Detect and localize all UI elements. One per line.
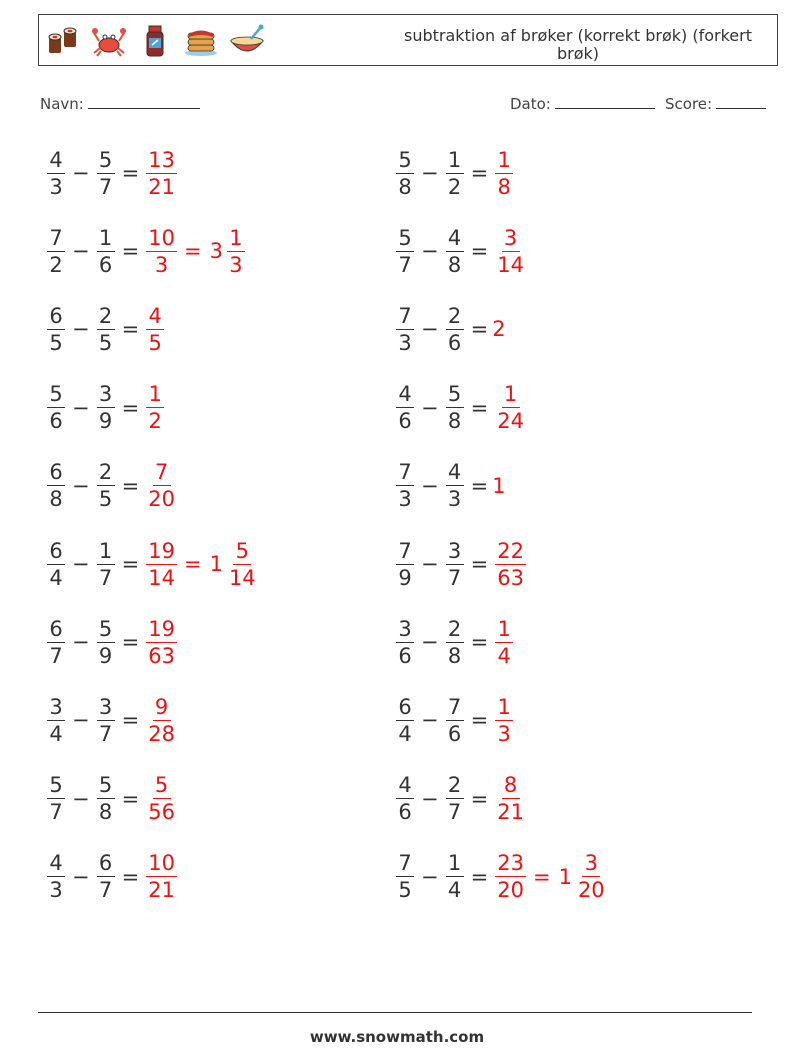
crab-icon [91,23,127,59]
answer-fraction [495,147,513,200]
first-fraction-denominator: 4 [49,565,63,590]
problem-item [393,143,516,203]
problem-item [44,690,180,750]
score-label: Score: [665,95,713,113]
answer-fraction-denominator: 3 [497,721,511,746]
problem-item [44,378,167,438]
problem-item [44,769,180,829]
first-fraction-numerator: 7 [396,303,414,330]
second-fraction-numerator: 5 [97,147,115,174]
first-fraction-numerator: 7 [396,459,414,486]
first-fraction [396,694,414,747]
first-fraction-numerator: 6 [47,538,65,565]
minus-sign: − [72,239,90,264]
answer [143,303,167,356]
answer [143,850,180,903]
answer [492,850,609,903]
minus-sign: − [72,161,90,185]
answer-fraction-denominator: 14 [148,565,175,590]
answer-fraction-denominator: 21 [148,174,175,199]
answer-equals-sign: = [183,552,202,576]
second-fraction-numerator: 1 [446,147,464,174]
minus-sign: − [72,317,90,342]
minus-sign: − [72,552,90,576]
equals-sign: = [470,239,489,264]
answer-fraction [146,459,177,512]
first-fraction [47,850,65,903]
second-fraction [446,147,464,200]
answer [492,225,529,278]
answer-fraction-denominator: 20 [497,878,524,903]
answer [143,147,180,200]
mixed-whole-number: 1 [209,552,223,576]
second-fraction-denominator: 8 [447,409,462,434]
answer-fraction-numerator: 1 [495,147,513,174]
second-fraction [97,303,115,356]
answer-fraction [146,616,177,669]
first-fraction [47,147,65,200]
answer-fraction [495,225,526,278]
first-fraction-numerator: 6 [396,694,414,721]
answer-fraction-numerator: 9 [153,694,171,721]
first-fraction-numerator: 4 [396,772,414,799]
minus-sign: − [421,864,439,889]
second-fraction [97,225,115,278]
equals-sign: = [121,161,140,185]
second-fraction-denominator: 6 [447,330,462,355]
rice-bowl-icon [229,23,265,59]
first-fraction-denominator: 7 [49,800,63,825]
mixed-denominator: 20 [577,878,605,903]
equals-sign: = [121,473,140,498]
minus-sign: − [72,473,90,498]
first-fraction-denominator: 3 [49,174,63,199]
answer [143,381,167,434]
second-fraction-numerator: 5 [97,772,115,799]
minus-sign: − [421,239,439,264]
equals-sign: = [121,552,140,576]
mixed-whole-number: 1 [558,864,572,889]
equals-sign: = [470,395,489,420]
second-fraction-numerator: 2 [446,772,464,799]
second-fraction-numerator: 2 [446,303,464,330]
minus-sign: − [421,161,439,185]
answer-fraction-numerator: 10 [148,851,175,876]
minus-sign: − [72,630,90,655]
second-fraction-denominator: 7 [447,800,462,825]
minus-sign: − [421,395,439,420]
first-fraction-denominator: 4 [398,721,412,746]
first-fraction [47,381,65,434]
equals-sign: = [121,708,140,733]
date-blank[interactable] [555,94,655,109]
answer-fraction-numerator: 4 [146,303,164,330]
second-fraction-numerator: 1 [97,225,115,252]
sushi-rolls-icon [45,23,81,59]
name-blank[interactable] [88,94,200,109]
answer-fraction [495,694,513,747]
problem-item [44,534,261,594]
answer-fraction-denominator: 4 [497,643,511,668]
problem-item [393,456,506,516]
answer-fraction [146,850,177,903]
minus-sign: − [421,708,439,733]
equals-sign: = [470,786,489,811]
second-fraction-denominator: 7 [98,721,113,746]
mixed-denominator: 3 [229,252,243,277]
answer-fraction-numerator: 23 [497,851,524,876]
answer [492,381,529,434]
problem-item [393,769,529,829]
first-fraction-denominator: 7 [49,643,63,668]
second-fraction [97,147,115,200]
answer-fraction-denominator: 5 [148,330,162,355]
first-fraction-numerator: 4 [47,850,65,877]
answer-fraction [495,850,526,903]
problem-item [44,456,180,516]
second-fraction-denominator: 2 [447,174,462,199]
second-fraction-denominator: 8 [447,252,462,277]
answer-whole-number: 1 [492,473,506,498]
first-fraction [396,303,414,356]
second-fraction-numerator: 4 [446,459,464,486]
answer-fraction-denominator: 24 [497,409,524,434]
second-fraction [97,694,115,747]
second-fraction-numerator: 1 [446,850,464,877]
first-fraction-numerator: 6 [47,616,65,643]
answer-fraction-denominator: 3 [154,252,169,277]
answer-fraction-denominator: 20 [148,487,175,512]
second-fraction-numerator: 1 [97,538,115,565]
answer-fraction-numerator: 8 [502,772,520,799]
first-fraction [47,459,65,512]
answer-fraction-denominator: 14 [497,252,524,277]
second-fraction-numerator: 4 [446,225,464,252]
first-fraction [47,616,65,669]
date-label: Dato: [510,95,551,113]
minus-sign: − [72,786,90,811]
second-fraction [446,850,464,903]
first-fraction-denominator: 3 [49,878,63,903]
first-fraction-denominator: 4 [49,721,63,746]
second-fraction-numerator: 5 [446,381,464,408]
first-fraction [47,694,65,747]
first-fraction [396,459,414,512]
answer-fraction-numerator: 10 [148,225,175,250]
second-fraction [97,459,115,512]
answer-fraction-numerator: 1 [502,381,520,408]
answer-fraction [495,538,526,591]
second-fraction [446,225,464,278]
second-fraction-denominator: 7 [98,174,113,199]
second-fraction-denominator: 5 [98,330,113,355]
answer-fraction [495,772,526,825]
answer [143,772,180,825]
footer-divider [38,1012,752,1013]
second-fraction [97,850,115,903]
mixed-fraction [227,225,245,278]
first-fraction-denominator: 3 [398,487,412,512]
answer [143,538,260,591]
second-fraction-numerator: 2 [97,459,115,486]
second-fraction-denominator: 5 [98,487,113,512]
first-fraction-numerator: 7 [47,225,65,252]
minus-sign: − [421,473,439,498]
problem-item [393,690,516,750]
second-fraction-numerator: 2 [446,616,464,643]
mixed-fraction [227,538,258,591]
equals-sign: = [470,552,489,576]
pancake-stack-icon [183,23,219,59]
equals-sign: = [121,630,140,655]
equals-sign: = [121,395,140,420]
answer-fraction-numerator: 19 [148,616,175,641]
answer [492,772,529,825]
answer-fraction [495,616,513,669]
minus-sign: − [421,317,439,342]
answer-fraction [146,147,177,200]
second-fraction-denominator: 6 [447,721,462,746]
first-fraction-numerator: 5 [47,381,65,408]
answer-fraction-numerator: 1 [146,381,164,408]
second-fraction-denominator: 8 [447,643,462,668]
first-fraction [396,381,414,434]
score-field [665,94,766,113]
answer [143,459,180,512]
minus-sign: − [421,630,439,655]
second-fraction-denominator: 3 [447,487,462,512]
second-fraction [97,772,115,825]
second-fraction-numerator: 3 [97,694,115,721]
problem-item [393,612,516,672]
problem-item [44,299,167,359]
second-fraction-numerator: 7 [446,694,464,721]
answer-fraction [146,303,164,356]
worksheet-header [38,14,778,66]
second-fraction [446,538,464,591]
equals-sign: = [121,317,140,342]
answer-equals-sign: = [183,239,202,264]
footer-url: www.snowmath.com [309,1028,485,1046]
answer-fraction-numerator: 5 [153,772,171,799]
answer-fraction [146,225,177,278]
mixed-fraction [576,850,607,903]
minus-sign: − [72,395,90,420]
equals-sign: = [121,239,140,264]
mixed-denominator: 14 [228,565,256,590]
equals-sign: = [470,864,489,889]
worksheet-title: subtraktion af brøker (korrekt brøk) (forkert brøk) [403,26,752,63]
answer-fraction [146,381,164,434]
answer-fraction-numerator: 22 [497,538,524,563]
second-fraction-numerator: 5 [97,616,115,643]
first-fraction [396,772,414,825]
second-fraction [446,616,464,669]
answer-fraction-denominator: 56 [148,800,175,825]
answer-fraction-numerator: 3 [502,225,520,252]
answer-whole-number: 2 [492,317,506,342]
problem-item [44,143,180,203]
answer [492,616,516,669]
first-fraction [396,850,414,903]
second-fraction [446,303,464,356]
first-fraction [396,225,414,278]
problem-item [393,847,610,907]
second-fraction-denominator: 4 [447,878,462,903]
answer [492,147,516,200]
first-fraction-denominator: 6 [398,800,412,825]
first-fraction-numerator: 3 [396,616,414,643]
answer [492,317,505,341]
minus-sign: − [421,786,439,811]
equals-sign: = [470,708,489,733]
second-fraction-numerator: 3 [97,381,115,408]
second-fraction-denominator: 9 [98,643,113,668]
answer-fraction-denominator: 63 [497,565,524,590]
first-fraction [47,538,65,591]
first-fraction-numerator: 7 [396,850,414,877]
answer-fraction-numerator: 13 [148,147,175,172]
second-fraction [446,694,464,747]
first-fraction-denominator: 5 [398,878,412,903]
first-fraction-numerator: 3 [47,694,65,721]
problem-item [44,612,180,672]
answer [492,538,529,591]
mixed-whole-number: 3 [209,239,223,264]
problem-item [393,299,506,359]
first-fraction [396,538,414,591]
header-icons [45,23,265,59]
mixed-numerator: 5 [233,538,251,565]
first-fraction-denominator: 7 [398,252,412,277]
answer-fraction [146,772,177,825]
answer-fraction-denominator: 63 [148,643,175,668]
equals-sign: = [121,864,140,889]
answer-equals-sign: = [532,864,551,889]
first-fraction-denominator: 8 [398,174,412,199]
minus-sign: − [72,708,90,733]
answer-fraction-denominator: 2 [148,409,162,434]
problem-item [44,221,248,281]
first-fraction-numerator: 4 [396,381,414,408]
equals-sign: = [470,161,489,185]
second-fraction-denominator: 6 [98,252,113,277]
first-fraction [47,303,65,356]
answer-fraction [146,694,177,747]
second-fraction-numerator: 2 [97,303,115,330]
second-fraction [97,538,115,591]
equals-sign: = [470,630,489,655]
score-blank[interactable] [716,94,766,109]
first-fraction [396,147,414,200]
first-fraction [47,225,65,278]
problem-item [393,221,529,281]
first-fraction-numerator: 5 [396,147,414,174]
answer-fraction-denominator: 21 [148,878,175,903]
second-fraction-denominator: 7 [98,878,113,903]
equals-sign: = [470,317,489,342]
first-fraction-denominator: 8 [49,487,63,512]
answer [492,694,516,747]
answer-fraction-numerator: 1 [495,616,513,643]
mixed-numerator: 1 [227,225,245,252]
date-field [510,94,655,113]
answer-fraction-numerator: 7 [153,459,171,486]
second-fraction-denominator: 8 [98,800,113,825]
answer-fraction-denominator: 21 [497,800,524,825]
first-fraction-numerator: 6 [47,303,65,330]
first-fraction-denominator: 9 [398,565,412,590]
first-fraction-numerator: 5 [396,225,414,252]
answer-fraction-denominator: 8 [497,174,511,199]
answer-fraction-denominator: 28 [148,721,175,746]
first-fraction-numerator: 4 [47,147,65,174]
answer-fraction-numerator: 1 [495,694,513,721]
second-fraction [97,381,115,434]
answer [492,474,505,498]
answer-fraction-numerator: 19 [148,538,175,563]
answer [143,694,180,747]
second-fraction [446,459,464,512]
second-fraction-numerator: 6 [97,850,115,877]
first-fraction-denominator: 6 [49,409,63,434]
answer [143,225,248,278]
first-fraction-denominator: 5 [49,330,63,355]
first-fraction-numerator: 6 [47,459,65,486]
first-fraction-denominator: 2 [49,252,63,277]
name-field [40,94,200,113]
minus-sign: − [421,552,439,576]
second-fraction [446,381,464,434]
problem-item [44,847,180,907]
first-fraction-denominator: 3 [398,330,412,355]
second-fraction-denominator: 7 [98,565,113,590]
second-fraction [97,616,115,669]
first-fraction-numerator: 5 [47,772,65,799]
jam-jar-icon [137,23,173,59]
second-fraction-denominator: 7 [447,565,462,590]
name-label: Navn: [40,95,84,113]
second-fraction [446,772,464,825]
second-fraction-numerator: 3 [446,538,464,565]
answer-fraction [146,538,177,591]
problem-item [393,534,529,594]
first-fraction-denominator: 6 [398,643,412,668]
first-fraction [47,772,65,825]
first-fraction-numerator: 7 [396,538,414,565]
mixed-numerator: 3 [582,850,600,877]
minus-sign: − [72,864,90,889]
second-fraction-denominator: 9 [98,409,113,434]
equals-sign: = [470,473,489,498]
answer [143,616,180,669]
answer-fraction [495,381,526,434]
equals-sign: = [121,786,140,811]
first-fraction [396,616,414,669]
problem-item [393,378,529,438]
first-fraction-denominator: 6 [398,409,412,434]
